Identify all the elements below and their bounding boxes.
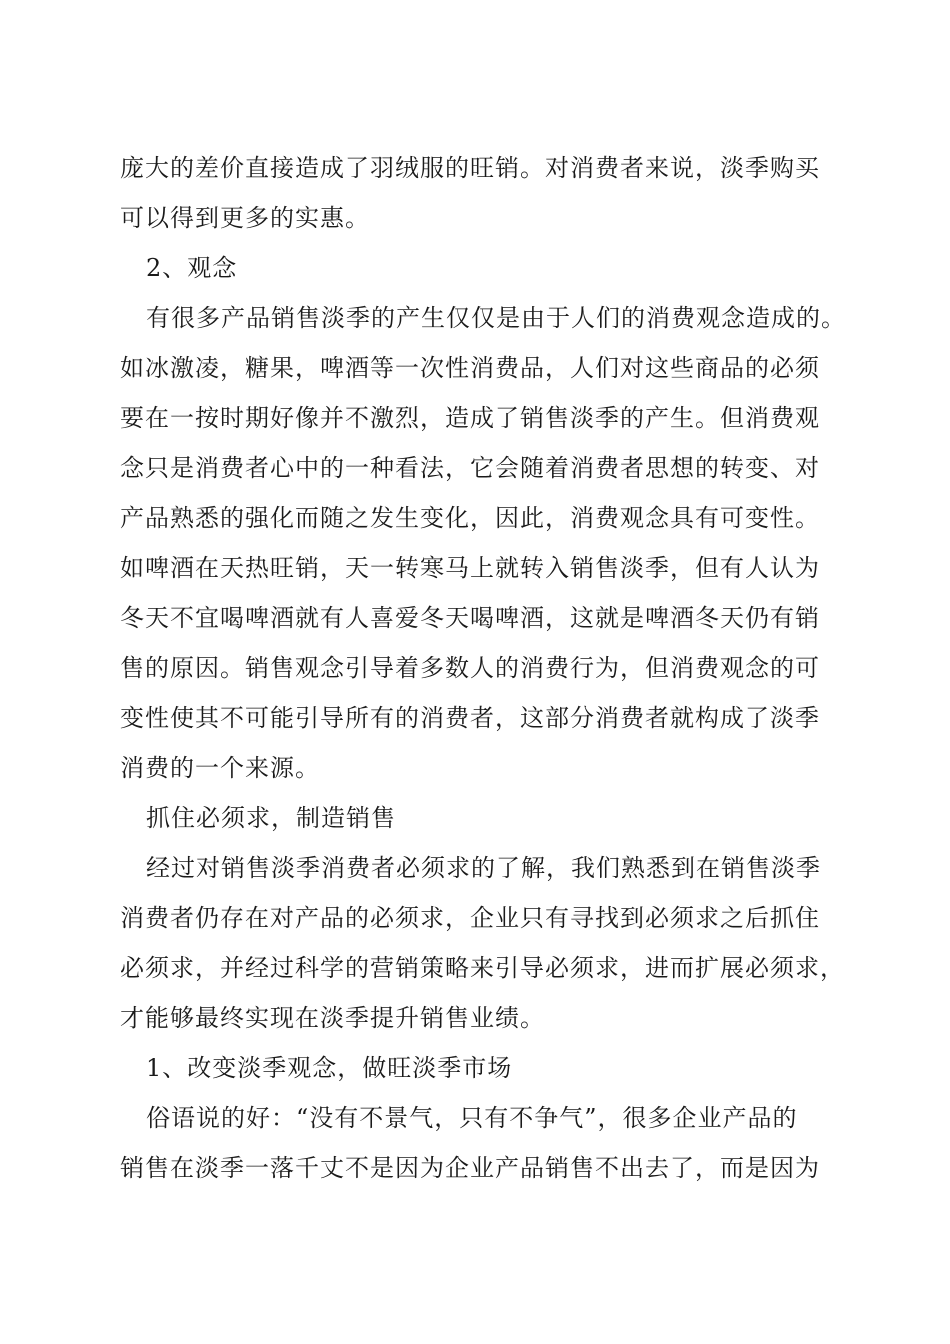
text-line: 念只是消费者心中的一种看法，它会随着消费者思想的转变、对 bbox=[120, 454, 820, 482]
text-line: 可以得到更多的实惠。 bbox=[120, 204, 370, 232]
text-line: 必须求，并经过科学的营销策略来引导必须求，进而扩展必须求， bbox=[120, 954, 845, 982]
section-heading: 抓住必须求，制造销售 bbox=[146, 804, 396, 832]
text-line: 才能够最终实现在淡季提升销售业绩。 bbox=[120, 1004, 545, 1032]
text-line: 消费的一个来源。 bbox=[120, 754, 320, 782]
body-text bbox=[120, 143, 846, 1193]
text-line: 产品熟悉的强化而随之发生变化，因此，消费观念具有可变性。 bbox=[120, 504, 820, 532]
text-line: 售的原因。销售观念引导着多数人的消费行为，但消费观念的可 bbox=[120, 654, 820, 682]
text-line: 要在一按时期好像并不激烈，造成了销售淡季的产生。但消费观 bbox=[120, 404, 820, 432]
text-line: 俗语说的好：“没有不景气，只有不争气”，很多企业产品的 bbox=[146, 1104, 798, 1132]
section-heading: 2、观念 bbox=[146, 254, 238, 282]
text-line: 变性使其不可能引导所有的消费者，这部分消费者就构成了淡季 bbox=[120, 704, 820, 732]
text-line: 有很多产品销售淡季的产生仅仅是由于人们的消费观念造成的。 bbox=[146, 304, 846, 332]
text-line: 经过对销售淡季消费者必须求的了解，我们熟悉到在销售淡季 bbox=[146, 854, 821, 882]
text-line: 冬天不宜喝啤酒就有人喜爱冬天喝啤酒，这就是啤酒冬天仍有销 bbox=[120, 604, 820, 632]
text-line: 庞大的差价直接造成了羽绒服的旺销。对消费者来说，淡季购买 bbox=[120, 154, 820, 182]
section-heading: 1、改变淡季观念，做旺淡季市场 bbox=[146, 1054, 513, 1082]
text-line: 销售在淡季一落千丈不是因为企业产品销售不出去了，而是因为 bbox=[120, 1154, 820, 1182]
text-line: 如冰激凌，糖果，啤酒等一次性消费品，人们对这些商品的必须 bbox=[120, 354, 820, 382]
text-line: 消费者仍存在对产品的必须求，企业只有寻找到必须求之后抓住 bbox=[120, 904, 820, 932]
text-line: 如啤酒在天热旺销，天一转寒马上就转入销售淡季，但有人认为 bbox=[120, 554, 820, 582]
